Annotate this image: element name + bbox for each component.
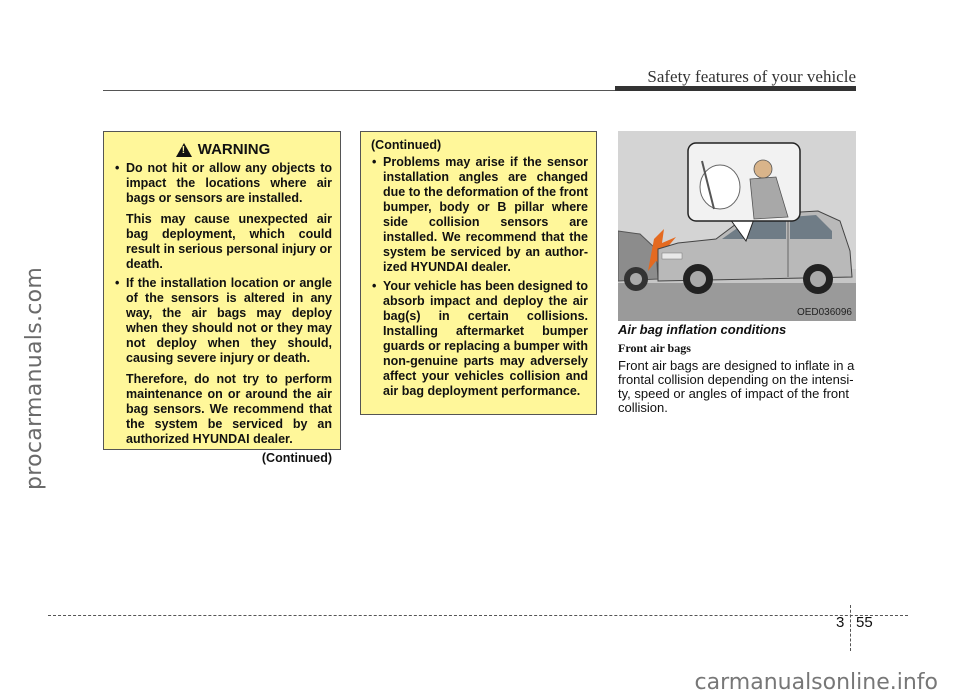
continued-item-text: • Problems may arise if the sensor installation angles are changed due to the deformation of the front bumper, body or B pillar where side collision sensors are installed. We recommend that the system be serviced by an author-ized HYUNDAI dealer. (383, 155, 588, 274)
warning-item-lead: • If the installation location or angle of the sensors is altered in any way, the air bags may deploy when they should not or they may not deploy when they should, causing severe injury or death. (126, 276, 332, 365)
warning-heading (114, 142, 332, 157)
continued-item (371, 279, 588, 399)
warning-title: WARNING (197, 141, 271, 158)
continued-item (371, 155, 588, 275)
header-rule-accent (615, 86, 856, 91)
warning-item-para: This may cause unexpected air bag deployment, which could result in serious personal injury or death. (126, 212, 332, 271)
continued-label: (Continued) (261, 451, 332, 465)
footer-rule (48, 615, 908, 616)
watermark-bottom: carmanualsonline.info (694, 670, 938, 695)
warning-triangle-icon: ! (176, 143, 192, 157)
figure-code: OED036096 (796, 307, 852, 318)
continued-item-text: • Your vehicle has been designed to absorb impact and deploy the air bag(s) in certain collisions. Installing aftermarket bumper guards or replacing a bumper with non-genuine parts may adversely affect your vehicles collision and air bag deployment performance. (383, 279, 588, 398)
continued-warning-box (360, 131, 597, 415)
warning-item-lead: • Do not hit or allow any objects to impact the locations where air bags or sensors are installed. (126, 161, 332, 205)
page-header-title: Safety features of your vehicle (647, 67, 856, 86)
continued-label: (Continued) (371, 138, 442, 152)
warning-item-para: Therefore, do not try to perform maintenance on or around the air bag sensors. We recommend that the system be serviced by an authorized HYUNDAI dealer. (126, 372, 332, 446)
chapter-number: 3 (836, 614, 845, 631)
section-body: Front air bags are designed to inflate in a frontal collision depending on the intensi-ty, speed or angles of impact of the front collision. (618, 358, 855, 415)
collision-illustration (618, 131, 856, 321)
footer-divider (850, 605, 851, 651)
section-subheading: Front air bags (618, 341, 691, 355)
warning-item (114, 161, 332, 272)
section-title: Air bag inflation conditions (618, 322, 787, 337)
warning-item (114, 276, 332, 466)
watermark-side: procarmanuals.com (22, 266, 47, 490)
collision-illustration-svg (618, 131, 856, 321)
section-air-bag-inflation (618, 322, 856, 415)
page-number: 55 (856, 614, 873, 631)
warning-box (103, 131, 341, 465)
warning-list (114, 161, 332, 466)
continued-list (371, 155, 588, 399)
